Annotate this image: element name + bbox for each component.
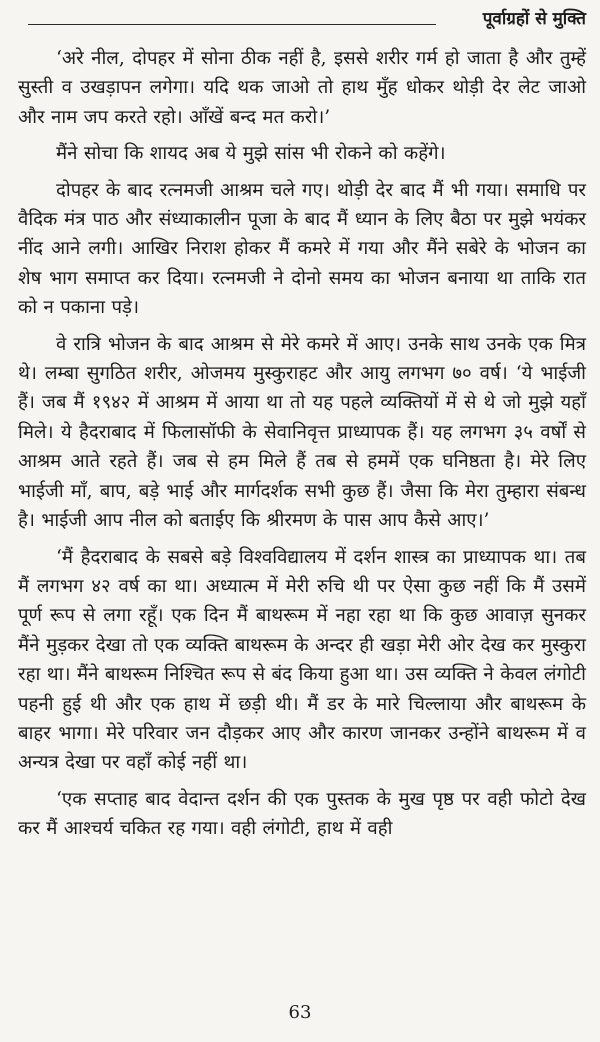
header-rule — [28, 24, 436, 25]
body-text — [18, 44, 586, 851]
page-number: 63 — [288, 1002, 312, 1023]
paragraph: वे रात्रि भोजन के बाद आश्रम से मेरे कमरे में आए। उनके साथ उनके एक मित्र थे। लम्बा सुगठित शरीर, ओजमय मुस्कुराहट और आयु लगभग ७० वर्ष। ‘ये भाईजी हैं। जब मैं १९४२ में आश्रम में आया था तो यह पहले व्यक्तियों में से थे जो मुझे यहाँ मिले। ये हैदराबाद में फिलासॉफी के सेवानिवृत्त प्राध्यापक हैं। यह लगभग ३५ वर्षों से आश्रम आते रहते हैं। जब से हम मिले हैं तब से हममें एक घनिष्ठता है। मेरे लिए भाईजी माँ, बाप, बड़े भाई और मार्गदर्शक सभी कुछ हैं। जैसा कि मेरा तुम्हारा संबन्ध है। भाईजी आप नील को बताईए कि श्रीरमण के पास आप कैसे आए।’ — [18, 333, 586, 532]
paragraph: ‘एक सप्ताह बाद वेदान्त दर्शन की एक पुस्तक के मुख पृष्ठ पर वही फोटो देख कर मैं आश्चर्य चकित रह गया। वही लंगोटी, हाथ में वही — [18, 788, 586, 840]
running-title: पूर्वाग्रहों से मुक्ति — [482, 9, 586, 29]
running-header — [28, 6, 586, 32]
paragraph: मैंने सोचा कि शायद अब ये मुझे सांस भी रोकने को कहेंगे। — [56, 143, 446, 165]
paragraph: दोपहर के बाद रत्नमजी आश्रम चले गए। थोड़ी देर बाद मैं भी गया। समाधि पर वैदिक मंत्र पाठ और संध्याकालीन पूजा के बाद मैं ध्यान के लिए बैठा पर मुझे भयंकर नींद आने लगी। आखिर निराश होकर मैं कमरे में गया और मैंने सबेरे के भोजन का शेष भाग समाप्त कर दिया। रत्नमजी ने दोनो समय का भोजन बनाया था ताकि रात को न पकाना पड़े। — [18, 179, 586, 319]
paragraph: ‘अरे नील, दोपहर में सोना ठीक नहीं है, इससे शरीर गर्म हो जाता है और तुम्हें सुस्ती व उखड़ापन लगेगा। यदि थक जाओ तो हाथ मुँह धोकर थोड़ी देर लेट जाओ और नाम जप करते रहो। आँखें बन्द मत करो।’ — [18, 48, 586, 128]
paragraph: ‘मैं हैदराबाद के सबसे बड़े विश्वविद्यालय में दर्शन शास्त्र का प्राध्यापक था। तब मैं लगभग ४२ वर्ष का था। अध्यात्म में मेरी रुचि थी पर ऐसा कुछ नहीं कि मैं उसमें पूर्ण रूप से लगा रहूँ। एक दिन मैं बाथरूम में नहा रहा था कि कुछ आवाज़ सुनकर मैंने मुड़कर देखा तो एक व्यक्ति बाथरूम के अन्दर ही खड़ा मेरी ओर देख कर मुस्कुरा रहा था। मैंने बाथरूम निश्चित रूप से बंद किया हुआ था। उस व्यक्ति ने केवल लंगोटी पहनी हुई थी और एक हाथ में छड़ी थी। मैं डर के मारे चिल्लाया और बाथरूम के बाहर भागा। मेरे परिवार जन दौड़कर आए और कारण जानकर उन्होंने बाथरूम में व अन्यत्र देखा पर वहाँ कोई नहीं था। — [18, 546, 586, 774]
